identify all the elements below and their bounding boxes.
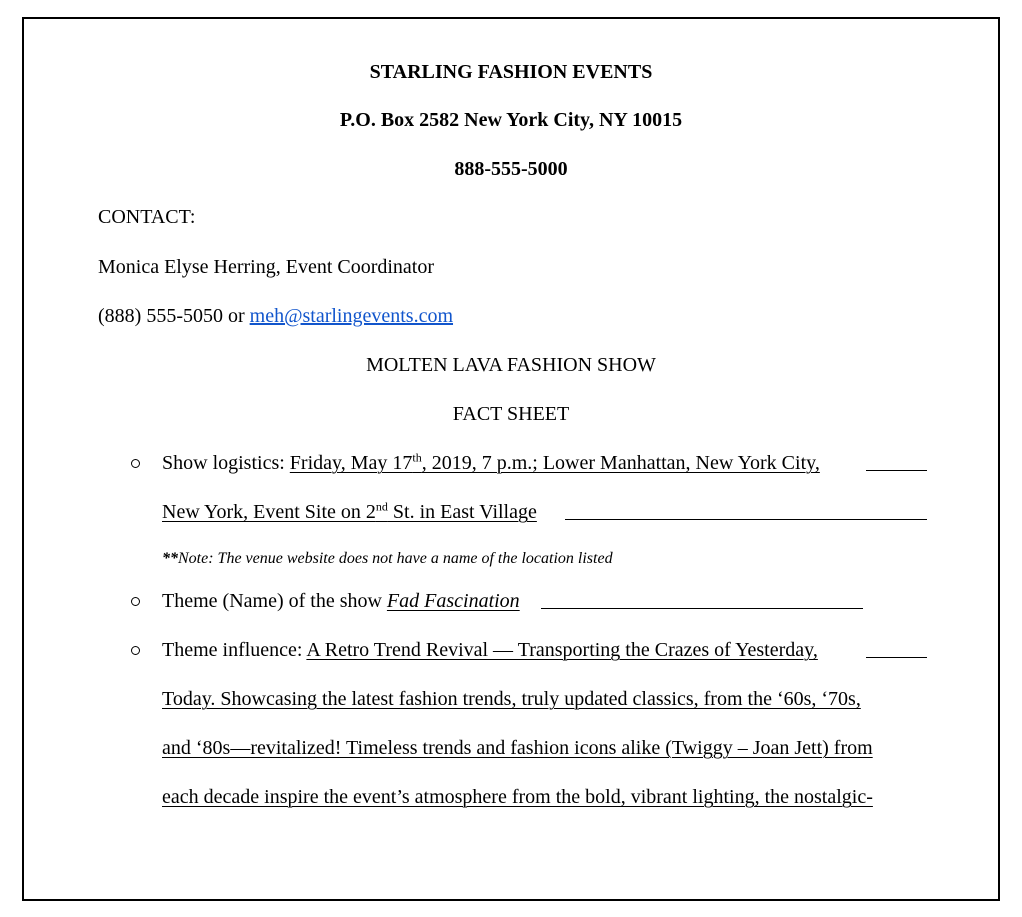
logistics-line-2 (162, 500, 537, 524)
company-name: STARLING FASHION EVENTS (369, 61, 653, 83)
fact-sheet-title: FACT SHEET (452, 403, 570, 425)
company-address: P.O. Box 2582 New York City, NY 10015 (339, 109, 683, 131)
fill-line (541, 608, 863, 609)
contact-phone: (888) 555-5050 or (98, 305, 250, 327)
contact-name: Monica Elyse Herring, Event Coordinator (98, 256, 435, 278)
contact-email-link[interactable]: meh@starlingevents.com (249, 305, 454, 327)
bullet-icon (131, 646, 140, 655)
theme-influence-line-4: each decade inspire the event’s atmosphere from the bold, vibrant lighting, the nostalgic- (162, 786, 873, 808)
contact-label: CONTACT: (98, 206, 196, 228)
show-title: MOLTEN LAVA FASHION SHOW (366, 354, 656, 376)
logistics-line-1 (162, 451, 820, 475)
theme-name-label: Theme (Name) of the show (162, 590, 382, 612)
theme-influence-line-1: Theme influence: A Retro Trend Revival — Transporting the Crazes of Yesterday, (162, 639, 818, 661)
logistics-label: Show logistics: (162, 452, 290, 474)
theme-influence-line-3: and ‘80s—revitalized! Timeless trends and fashion icons alike (Twiggy – Joan Jett) from (162, 737, 873, 759)
fill-line (866, 657, 927, 658)
theme-name-line (162, 589, 520, 613)
bullet-icon (131, 459, 140, 468)
theme-name-value: Fad Fascination (386, 590, 520, 612)
fill-line (866, 470, 927, 471)
venue-note: **Note: The venue website does not have a name of the location listed (162, 550, 613, 567)
logistics-date: Friday, May 17th, 2019, 7 p.m.; Lower Manhattan, New York City, (289, 450, 820, 474)
company-phone: 888-555-5000 (454, 158, 568, 180)
contact-phone-email (98, 304, 453, 328)
bullet-icon (131, 597, 140, 606)
fill-line (565, 519, 927, 520)
logistics-location: New York, Event Site on 2nd St. in East Village (162, 499, 537, 523)
theme-influence-line-2: Today. Showcasing the latest fashion trends, truly updated classics, from the ‘60s, ‘70s, (162, 688, 861, 710)
theme-influence-label: Theme influence: (162, 639, 307, 661)
